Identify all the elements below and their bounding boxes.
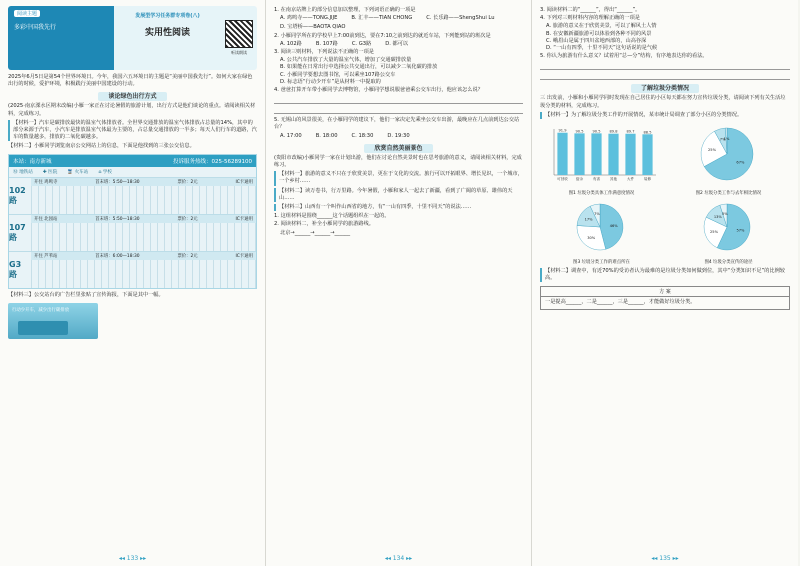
answer-line[interactable] (540, 73, 790, 80)
options: A. 17:00 B. 18:00 C. 18:30 D. 19:30 (280, 132, 410, 139)
section-title: 谈论绿色出行方式 (8, 91, 257, 100)
plan-body[interactable]: 一是提高______，二是______，三是______，才能做好垃圾分类。 (545, 299, 696, 306)
question: 2. 小雁同学所在的学校早上7:00前到达，要在7:10之前到达的就近车站，下列能到站的班次是 (274, 32, 491, 39)
plan-box (540, 286, 790, 309)
school-icon: ⌂ 学校 (98, 169, 112, 175)
slice-label: 25% (708, 148, 717, 153)
slice-label: 67% (736, 160, 745, 165)
metro-icon: Ⓜ 地铁站 (13, 169, 33, 175)
chart-caption: 图4 垃圾分类宣传的途径 (704, 260, 753, 266)
chart-caption: 图1 垃圾分类具体工作满意度情况 (568, 191, 635, 197)
pie-chart (540, 200, 660, 254)
bus-icon (18, 321, 68, 335)
material-one: 【材料一】汽车是碳排放最快的温室气体排放者。全世界交通排放的温室气体排放占总量的14%，其中的部分来源于汽车，小汽车是排放温室气体最为主要的，占总量交通排放的一半多；每天人们行车的道路，汽车的数量越多，排放的二氧化碳越多。 (8, 120, 257, 142)
bus-route: 107 路 开往 北园站 首末班：5:50—18:30 票价：2元 IC卡通用 (9, 214, 256, 251)
material: 【材料二】调查中，有近70%的受访者认为最难的是垃圾分类如何做到位，其中“分类知识不足”的比例较高。 (540, 268, 790, 282)
slice-label: 57% (736, 228, 745, 233)
page-number: ◂◂ 134 ▸▸ (384, 555, 413, 562)
intro-text: 2025年6月5日是第54个世界环境日。今年，我国六五环境日的主题是“美丽中国我先行”。如何大家在绿色出行的时候，爱护环境，积极践行美丽中国建设的行动。 (8, 74, 253, 88)
page-135 (532, 0, 798, 566)
question: 3. 阅读材料二的“______”，得出“______”。 (540, 7, 641, 13)
material: 【材料一】为了解垃圾分类工作的开展情况，某市统计局调查了部分小区的分类情况。 (540, 112, 790, 119)
task-text: 三 出发前，小雁和小雁同学同时发现在自己居住的小区每天都在努力宣传垃圾分类，请阅读下列有关生活垃圾分类的材料，完成练习。 (540, 95, 786, 109)
slice-label: 13% (713, 215, 722, 220)
tick-label: 大件 (626, 177, 635, 182)
pie-chart (667, 123, 787, 185)
slice-label: 30% (587, 236, 596, 241)
chart-caption: 图2 垃圾分类工作与去年相比情况 (695, 191, 762, 197)
route-stops (31, 186, 256, 214)
slice-label: 1% (723, 136, 730, 141)
page-number: ◂◂ 133 ▸▸ (118, 555, 147, 562)
material: 【材料一】旅游的意义不只在于欣赏美景，更在于文化的交流。旅行可以开拓眼界、增长见识，一个城市，一个乡村…… (274, 171, 523, 185)
options: A. 旅游的意义在于欣赏美景，可以了解风土人情 B. 在安徽新疆旅游可以体验到各种不同的风景 C. 峨眉山是属于四川盆地西部的，山高谷深 D. “一山有四季，十里不同天”这句话说的是气候 (546, 23, 658, 52)
bar (642, 134, 652, 175)
pie-chart (667, 200, 787, 254)
bar (574, 133, 584, 175)
tick-label: 有害 (592, 177, 601, 182)
material-three-label: 【材料三】公交站台的广告栏里张贴了宣传海报，下面是其中一幅。 (8, 291, 164, 298)
prompt-text: (贵阳市改编)小雁同学一家在计划出游，他们在讨论自然美景时也在思考旅游的意义，请阅读相关材料，完成练习。 (274, 154, 522, 169)
tick-label: 其他 (609, 177, 618, 182)
question: 3. 阅读三则材料，下列说法不正确的一项是 (274, 49, 374, 56)
bar (591, 133, 601, 175)
slice-label: 17% (584, 217, 593, 222)
qr-caption: 听读朗读 (231, 50, 247, 55)
route-stops (31, 223, 256, 251)
answer-line[interactable] (540, 63, 790, 70)
answer-line[interactable] (274, 97, 523, 104)
data-label: 90.5 (575, 129, 584, 134)
bus-route: 102 路 开往 鸡鸣寺 首末班：5:50—18:30 票价：2元 IC卡通用 (9, 177, 256, 214)
bar (557, 133, 567, 175)
route-stops (31, 260, 256, 288)
material-two-label: 【材料二】小雁同学浏览南京公交网站上的信息，下面是他找到的三张公交信息。 (8, 143, 195, 150)
prompt-text: (2025·南京溧水区期末改编)小雁一家正在讨论暑假的旅游计划，出行方式是他们谈论的重点。请阅读相关材料，完成练习。 (8, 103, 256, 117)
theme-banner (8, 6, 114, 70)
qr-code-icon (225, 20, 253, 48)
title-block (114, 6, 221, 70)
question: 1. 在南京站牌上的部分信息加以整理，下列词语正确的一项是 (274, 7, 416, 13)
slice-label: 7% (719, 137, 726, 142)
slice-label: 25% (710, 230, 719, 235)
slice-label: 5% (721, 211, 728, 216)
question: 4. 下列对三则材料内容的理解正确的一项是 (540, 15, 640, 22)
slice-label: 7% (594, 212, 600, 217)
page-134 (266, 0, 532, 566)
options: A. 公共汽车排放了大量的温室气体，增加了交通碳排放量 B. 如果能在日常出行中选择公共交通出行，可以减少二氧化碳的排放 C. 小雁同学要想去图书馆，可以乘坐107路公交车 D. 标志语“行动少开车”是从材料一中提取的 (280, 57, 438, 85)
theme-tag: 阅读主题 (14, 10, 40, 17)
train-icon: 🚆 火车站 (67, 169, 89, 175)
section-title: 了解垃圾分类情况 (540, 83, 790, 92)
plan-head: 方 案 (541, 287, 789, 297)
question: 5. 无锡山的风景很美，在小雁同学的建议下，他们一家决定先乘坐公交车出游，最晚应在几点前到达公交站台？ (274, 117, 520, 131)
hospital-icon: ✚ 医院 (42, 169, 58, 175)
tick-label: 可回收 (557, 177, 568, 182)
ad-poster: 行动少开车，减少出行碳排放 (8, 303, 98, 339)
data-label: 89.7 (626, 129, 635, 134)
material: 【材料二】读万卷书，行万里路。今年暑假，小雁和家人一起去了新疆，看到了广阔的草原、雄伟的天山…… (274, 188, 523, 202)
page-133 (0, 0, 266, 566)
data-label: 88.5 (643, 130, 652, 135)
bus-panel-header: 本站：南方新城 投诉服务热线：025-56289100 (9, 155, 256, 167)
qr-code (221, 6, 257, 70)
question: 2. 阅读材料二，补全小雁同学的旅游路线。 (274, 221, 374, 228)
bar (608, 134, 618, 175)
series-label: 发展型学习任务群专项卷(八) (135, 13, 200, 19)
tick-label: 厨余 (575, 177, 584, 182)
theme-subtitle: 多彩中国我先行 (14, 24, 57, 31)
question: 5. 你认为旅游有什么意义？试着用“总—分”结构，有序地表达你的看法。 (540, 53, 708, 60)
bus-route: G3 路 开往 芦苇站 首末班：6:00—18:30 票价：2元 IC卡通用 (9, 251, 256, 288)
bus-info-panel (8, 154, 257, 289)
bus-legend (9, 167, 256, 177)
options: A. 102路 B. 107路 C. G3路 D. 都可以 (280, 40, 409, 47)
data-label: 91.9 (558, 128, 567, 133)
page-number: ◂◂ 135 ▸▸ (651, 555, 679, 562)
question: 4. 爸爸打算开车带小雁同学去博物馆，小雁同学想说服爸爸乘公交车出行，他应该怎么说？ (274, 87, 483, 94)
bar (625, 134, 635, 175)
answer-line[interactable] (274, 107, 523, 114)
page-header (8, 6, 257, 70)
question: 1. 这组材料是围绕______这个话题组织在一起的。 (274, 213, 390, 220)
fill-route[interactable]: 北京→______→______→______ (280, 229, 351, 236)
data-label: 89.8 (609, 129, 618, 134)
options: A. 鸡鸣寺——TONG.JIJE B. 汇丰——TIAN CHONG C. 长乐路——ShengShui Lu D. 宝塔桥——BAOTA QIAO (280, 15, 495, 31)
data-label: 90.5 (592, 129, 601, 134)
chart-row-top (540, 123, 790, 196)
tick-label: 装修 (643, 177, 652, 182)
chart-caption: 图3 垃圾分类工作的难点所在 (573, 260, 630, 266)
slice-label: 46% (609, 223, 618, 228)
page-title: 实用性阅读 (144, 28, 190, 38)
chart-row-bottom (540, 200, 790, 265)
section-title: 欣赏自然美丽景色 (274, 143, 523, 152)
bar-chart (540, 123, 660, 185)
material: 【材料三】山西有一个叫作山西省的地方，有“一山有四季，十里不同天”的说法…… (274, 204, 523, 211)
